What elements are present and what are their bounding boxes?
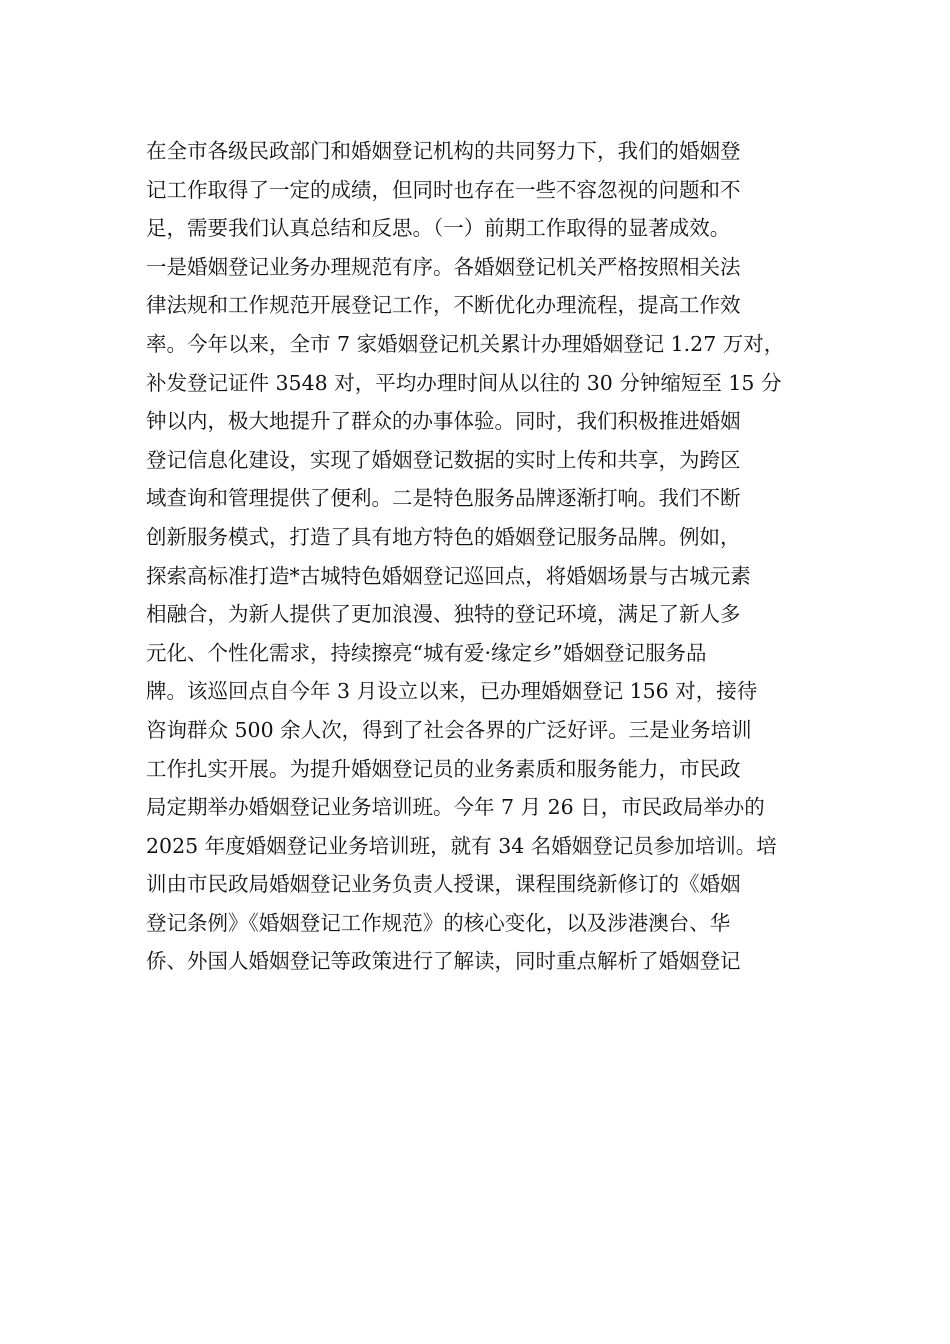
text-line: 律法规和工作规范开展登记工作，不断优化办理流程，提高工作效: [146, 293, 741, 318]
text-line: 创新服务模式，打造了具有地方特色的婚姻登记服务品牌。例如，: [146, 524, 741, 549]
text-line: 局定期举办婚姻登记业务培训班。今年 7 月 26 日，市民政局举办的: [146, 795, 765, 820]
text-line: 侨、外国人婚姻登记等政策进行了解读，同时重点解析了婚姻登记: [146, 949, 741, 974]
text-line: 相融合，为新人提供了更加浪漫、独特的登记环境，满足了新人多: [146, 602, 741, 627]
text-line: 记工作取得了一定的成绩，但同时也存在一些不容忽视的问题和不: [146, 177, 741, 202]
text-line: 训由市民政局婚姻登记业务负责人授课，课程围绕新修订的《婚姻: [146, 872, 741, 897]
text-line: 一是婚姻登记业务办理规范有序。各婚姻登记机关严格按照相关法: [146, 254, 741, 279]
text-line: 足，需要我们认真总结和反思。（一）前期工作取得的显著成效。: [146, 216, 731, 241]
text-line: 咨询群众 500 余人次，得到了社会各界的广泛好评。三是业务培训: [146, 717, 752, 742]
body-paragraph: [146, 132, 816, 981]
text-line: 在全市各级民政部门和婚姻登记机构的共同努力下，我们的婚姻登: [146, 139, 741, 163]
text-line: 探索高标准打造*古城特色婚姻登记巡回点，将婚姻场景与古城元素: [146, 563, 751, 588]
text-line: 钟以内，极大地提升了群众的办事体验。同时，我们积极推进婚姻: [146, 409, 741, 434]
text-line: 登记条例》《婚姻登记工作规范》的核心变化，以及涉港澳台、华: [146, 910, 731, 935]
text-line: 域查询和管理提供了便利。二是特色服务品牌逐渐打响。我们不断: [146, 486, 741, 511]
text-line: 牌。该巡回点自今年 3 月设立以来，已办理婚姻登记 156 对，接待: [146, 679, 758, 704]
text-line: 工作扎实开展。为提升婚姻登记员的业务素质和服务能力，市民政: [146, 756, 741, 781]
text-line: 补发登记证件 3548 对，平均办理时间从以往的 30 分钟缩短至 15 分: [146, 370, 782, 395]
text-line: 率。今年以来，全市 7 家婚姻登记机关累计办理婚姻登记 1.27 万对，: [146, 331, 785, 356]
text-line: 登记信息化建设，实现了婚姻登记数据的实时上传和共享，为跨区: [146, 447, 741, 472]
text-line: 2025 年度婚姻登记业务培训班，就有 34 名婚姻登记员参加培训。培: [146, 833, 777, 858]
text-line: 元化、个性化需求，持续擦亮“城有爱·缘定乡”婚姻登记服务品: [146, 640, 707, 665]
